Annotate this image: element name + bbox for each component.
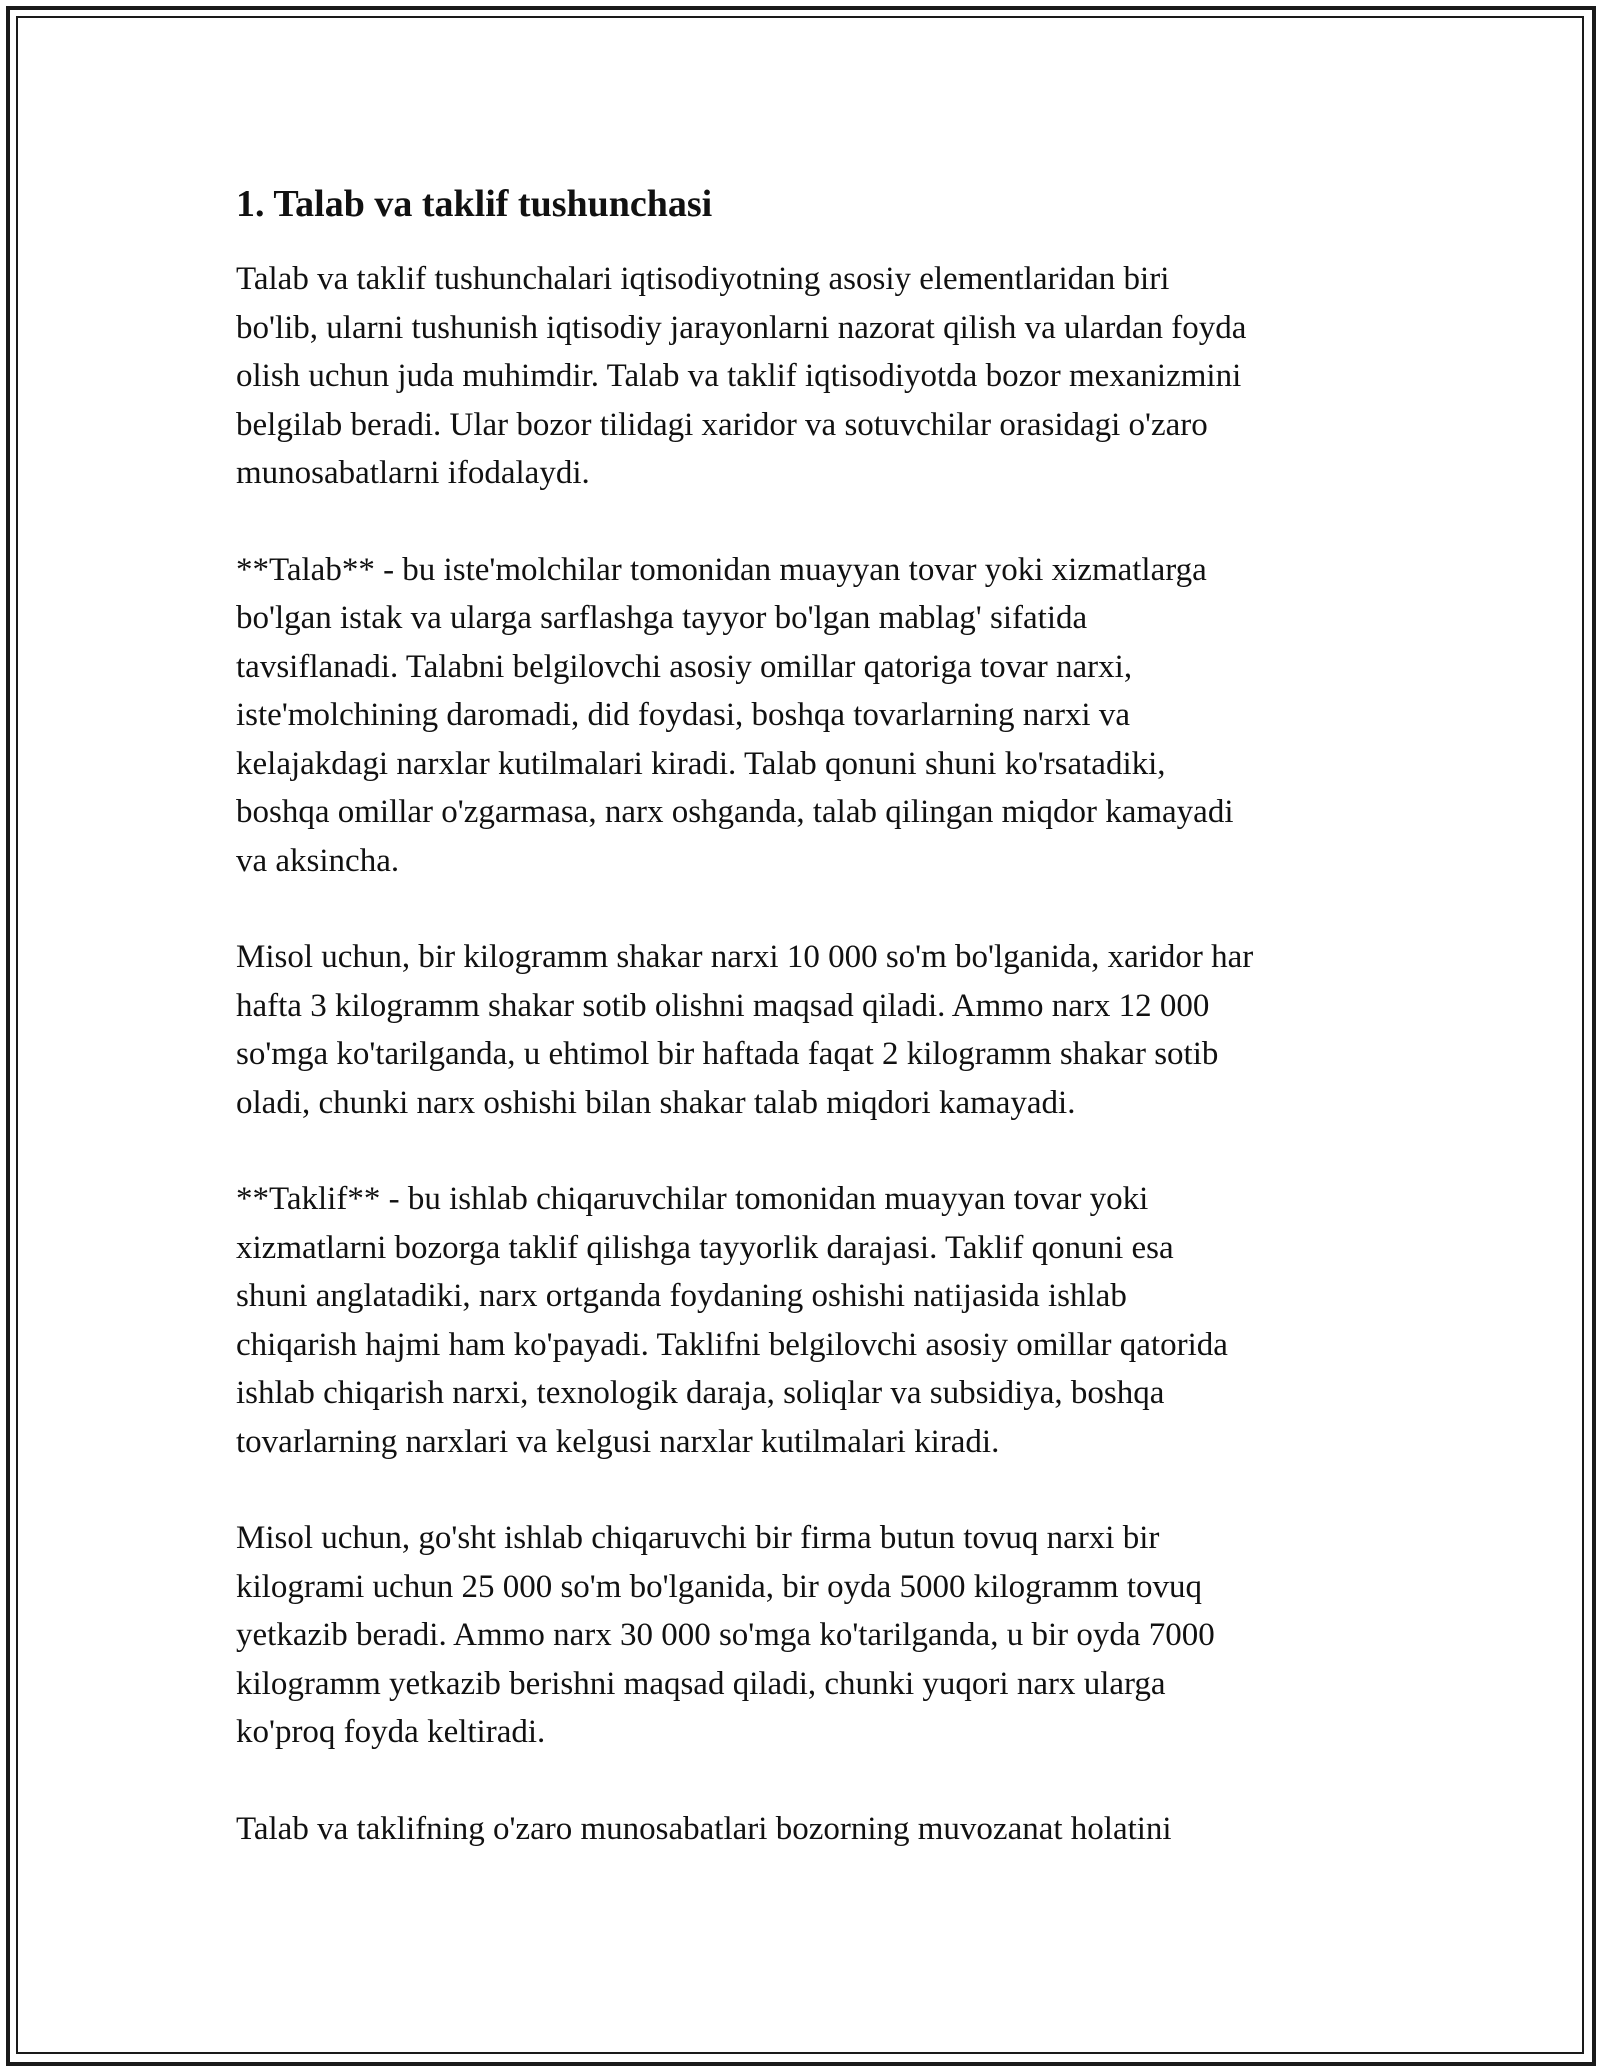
paragraph-supply: **Taklif** - bu ishlab chiqaruvchilar tomonidan muayyan tovar yoki xizmatlarni bozorga taklif qilishga tayyorlik darajasi. Taklif qonuni esa shuni anglatadiki, narx ortganda foydaning oshishi natijasida ishlab chiqarish hajmi ham ko'payadi. Taklifni belgilovchi asosiy omillar qatorida ishlab chiqarish narxi, texnologik daraja, soliqlar va subsidiya, boshqa tovarlarning narxlari va kelgusi narxlar kutilmalari kiradi.: [236, 1181, 1228, 1460]
paragraph-demand: **Talab** - bu iste'molchilar tomonidan muayyan tovar yoki xizmatlarga bo'lgan istak va ularga sarflashga tayyor bo'lgan mablag' sifatida tavsiflanadi. Talabni belgilovchi asosiy omillar qatoriga tovar narxi, iste'molchining daromadi, did foydasi, boshqa tovarlarning narxi va kelajakdagi narxlar kutilmalari kiradi. Talab qonuni shuni ko'rsatadiki, boshqa omillar o'zgarmasa, narx oshganda, talab qilingan miqdor kamayadi va aksincha.: [236, 551, 1234, 879]
paragraph-supply-example: Misol uchun, go'sht ishlab chiqaruvchi bir firma butun tovuq narxi bir kilogrami uchun 25 000 so'm bo'lganida, bir oyda 5000 kilogramm tovuq yetkazib beradi. Ammo narx 30 000 so'mga ko'tarilganda, u bir oyda 7000 kilogramm yetkazib berishni maqsad qiladi, chunki yuqori narx ularga ko'proq foyda keltiradi.: [236, 1520, 1215, 1751]
paragraph-intro: Talab va taklif tushunchalari iqtisodiyotning asosiy elementlaridan biri bo'lib, ularni tushunish iqtisodiy jarayonlarni nazorat qilish va ulardan foyda olish uchun juda muhimdir. Talab va taklif iqtisodiyotda bozor mexanizmini belgilab beradi. Ular bozor tilidagi xaridor va sotuvchilar orasidagi o'zaro munosabatlarni ifodalaydi.: [236, 261, 1247, 492]
paragraph-demand-example: Misol uchun, bir kilogramm shakar narxi 10 000 so'm bo'lganida, xaridor har hafta 3 kilogramm shakar sotib olishni maqsad qiladi. Ammo narx 12 000 so'mga ko'tarilganda, u ehtimol bir haftada faqat 2 kilogramm shakar sotib oladi, chunki narx oshishi bilan shakar talab miqdori kamayadi.: [236, 939, 1254, 1121]
section-heading: 1. Talab va taklif tushunchasi: [236, 183, 713, 225]
document-body: [236, 180, 1386, 1901]
paragraph-equilibrium: Talab va taklifning o'zaro munosabatlari bozorning muvozanat holatini: [236, 1810, 1172, 1847]
